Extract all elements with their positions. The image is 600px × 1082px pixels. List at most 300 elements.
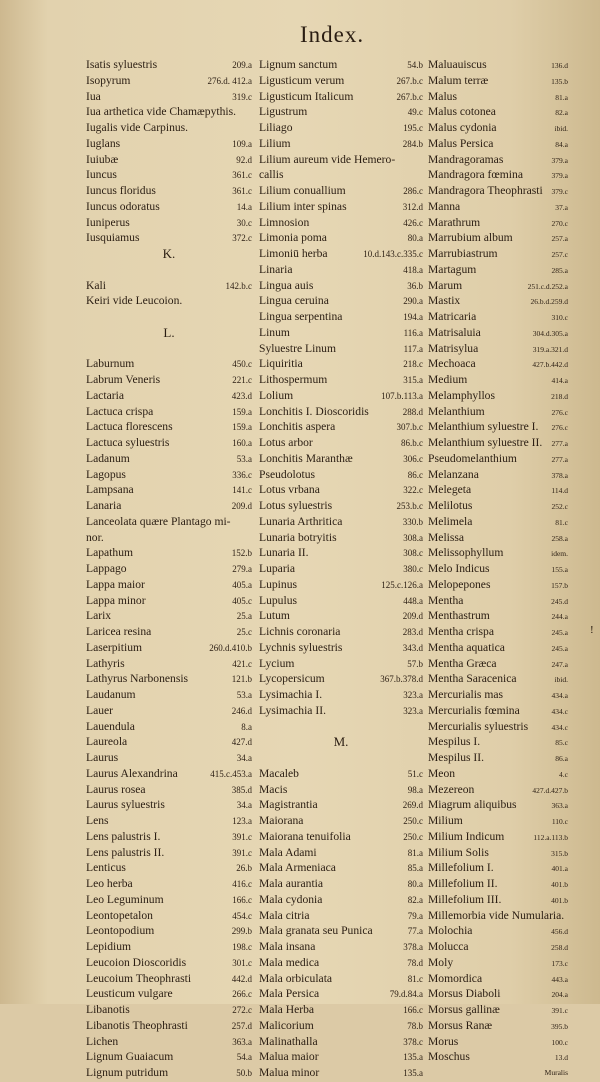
index-entry xyxy=(86,435,252,451)
entry-name: Lupinus xyxy=(259,577,298,591)
entry-reference: 152.b xyxy=(231,548,252,559)
entry-name: Ladanum xyxy=(86,451,130,465)
entry-reference: 117.a xyxy=(403,343,423,354)
entry-name: Lactuca crispa xyxy=(86,404,154,418)
index-entry xyxy=(428,939,568,955)
entry-reference: 405.a xyxy=(232,579,252,590)
entry-reference: 51.c xyxy=(407,768,423,779)
entry-reference: 121.b xyxy=(231,674,252,685)
entry-name: Malicorium xyxy=(259,1018,314,1032)
entry-name: Lysimachia I. xyxy=(259,688,323,701)
entry-reference: 34.a xyxy=(236,800,252,811)
index-entry xyxy=(428,813,568,829)
entry-reference: 218.d xyxy=(551,391,568,401)
index-entry xyxy=(428,89,568,105)
entry-name: Malua maior xyxy=(259,1050,319,1064)
entry-reference: 315.a xyxy=(403,375,423,385)
entry-reference: 136.d xyxy=(551,61,568,70)
entry-reference: 155.a xyxy=(551,565,568,574)
index-entry xyxy=(259,498,423,514)
index-entry xyxy=(428,656,568,672)
index-entry xyxy=(428,246,568,262)
entry-reference: 434.c xyxy=(551,706,568,716)
index-entry xyxy=(428,467,568,483)
entry-reference: 304.d.305.a xyxy=(532,328,568,338)
index-entry xyxy=(259,1049,423,1065)
entry-reference: 141.c xyxy=(232,485,252,496)
index-entry xyxy=(428,876,568,892)
index-entry xyxy=(86,876,252,892)
index-entry xyxy=(86,215,252,231)
margin-mark: ! xyxy=(590,624,594,636)
entry-name: Mala Persica xyxy=(259,987,320,1001)
index-entry xyxy=(259,89,423,105)
index-entry xyxy=(428,593,568,609)
index-entry xyxy=(86,829,252,845)
entry-reference: 26.b xyxy=(236,863,252,874)
entry-reference: 323.a xyxy=(403,690,423,700)
entry-name: Medium xyxy=(428,373,468,386)
entry-reference: 306.c xyxy=(403,453,423,464)
index-entry xyxy=(86,561,252,577)
entry-reference: 343.d xyxy=(402,642,423,653)
index-entry xyxy=(428,1049,568,1065)
entry-reference: 81.a xyxy=(407,847,423,858)
entry-reference: 252.c xyxy=(551,502,568,511)
entry-reference: 319.c xyxy=(232,91,252,102)
entry-name: Laurus rosea xyxy=(86,782,146,796)
entry-name: Laurus syluestris xyxy=(86,798,165,812)
entry-reference: Muralis xyxy=(544,1068,568,1077)
entry-name: Lunaria Arthritica xyxy=(259,514,343,528)
entry-name: Lingua auis xyxy=(259,278,314,292)
index-entry xyxy=(259,246,423,262)
entry-name: Isatis syluestris xyxy=(86,58,158,71)
index-entry xyxy=(259,923,423,939)
entry-name: Moschus xyxy=(428,1050,470,1064)
entry-name: Mandragoramas xyxy=(428,152,504,166)
entry-name: Leucoium Theophrasti xyxy=(86,971,192,985)
entry-reference: 257.d xyxy=(231,1020,252,1031)
entry-reference: 415.c.453.a xyxy=(210,768,252,779)
entry-name: Mezereon xyxy=(428,782,475,796)
entry-name: Larix xyxy=(86,609,112,623)
index-entry xyxy=(259,1002,423,1018)
index-entry xyxy=(428,1018,568,1034)
index-entry xyxy=(428,325,568,341)
entry-reference: 276.c xyxy=(551,423,568,433)
entry-reference: 107.b.113.a xyxy=(381,390,423,401)
entry-name: Mala citria xyxy=(259,908,310,922)
index-entry xyxy=(86,640,252,656)
entry-name: M. xyxy=(333,734,349,750)
entry-name: Malus cotonea xyxy=(428,105,496,119)
index-entry xyxy=(259,419,423,435)
entry-name: Leontopetalon xyxy=(86,908,153,922)
entry-reference: 272.c xyxy=(232,1005,252,1015)
index-entry xyxy=(428,57,568,73)
index-entry xyxy=(428,955,568,971)
index-entry xyxy=(86,766,252,782)
entry-name: Lichnis coronaria xyxy=(259,625,341,638)
entry-name: Matrisaluia xyxy=(428,325,481,339)
entry-reference: 391.c xyxy=(232,847,252,858)
entry-name: Laudanum xyxy=(86,688,136,701)
index-entry xyxy=(259,278,423,294)
entry-reference: 379.a xyxy=(551,171,568,181)
index-entry xyxy=(259,435,423,451)
entry-reference: 80.a xyxy=(407,233,423,244)
entry-name: Lonchitis aspera xyxy=(259,420,336,434)
index-entry xyxy=(259,57,423,73)
index-entry xyxy=(428,215,568,231)
entry-name: Iuiubæ xyxy=(86,152,119,166)
index-entry xyxy=(428,120,568,136)
entry-name: Lilium xyxy=(259,136,291,150)
entry-reference: 26.b.d.259.d xyxy=(530,297,568,307)
index-entry xyxy=(259,482,423,498)
index-entry xyxy=(428,971,568,987)
entry-reference: 173.c xyxy=(551,958,568,968)
index-entry xyxy=(259,577,423,593)
entry-name: Lonchitis I. Dioscoridis xyxy=(259,404,369,418)
index-entry xyxy=(259,656,423,672)
entry-name: L. xyxy=(163,324,175,340)
entry-reference: 257.a xyxy=(551,234,568,244)
entry-reference: 454.c xyxy=(232,910,252,921)
entry-name: Pseudolotus xyxy=(259,467,316,481)
entry-reference: 378.a xyxy=(403,942,423,952)
index-entry xyxy=(86,372,252,388)
entry-name: Mala orbiculata xyxy=(259,971,333,985)
entry-name: Lapathum xyxy=(86,546,134,560)
entry-name: Mechoaca xyxy=(428,357,476,371)
index-entry xyxy=(86,703,252,719)
entry-reference: 363.a xyxy=(551,801,568,811)
index-entry xyxy=(428,545,568,561)
entry-reference: 258.a xyxy=(551,533,568,543)
index-entry xyxy=(86,1049,252,1065)
entry-name: Mandragora fœmina xyxy=(428,168,523,182)
index-entry xyxy=(259,860,423,876)
entry-reference: 322.c xyxy=(403,485,423,496)
entry-name: Lilium aureum vide Hemero- xyxy=(259,152,396,166)
index-entry xyxy=(259,199,423,215)
entry-name: Iuniperus xyxy=(86,215,130,229)
entry-name: Lutum xyxy=(259,609,290,623)
entry-name: Lactuca syluestris xyxy=(86,436,170,449)
entry-name: Leontopodium xyxy=(86,924,155,938)
index-entry xyxy=(86,671,252,687)
entry-reference: 443.a xyxy=(551,974,568,984)
entry-name: Maiorana xyxy=(259,814,304,827)
entry-name: Melamphyllos xyxy=(428,388,495,402)
index-entry xyxy=(259,467,423,483)
index-entry xyxy=(259,703,423,719)
index-entry xyxy=(86,514,252,530)
entry-reference: 277.a xyxy=(551,454,568,464)
index-entry xyxy=(259,939,423,955)
entry-name: Melanzana xyxy=(428,467,479,481)
entry-reference: 245.a xyxy=(551,643,568,653)
index-entry xyxy=(259,829,423,845)
entry-name: Lappa minor xyxy=(86,593,146,607)
entry-name: Lampsana xyxy=(86,483,134,497)
entry-reference: 286.c xyxy=(403,186,423,196)
entry-reference: 135.b xyxy=(551,76,568,86)
entry-name: Lactuca florescens xyxy=(86,420,173,434)
entry-reference: 10.d.143.c.335.c xyxy=(363,249,423,259)
index-entry xyxy=(86,451,252,467)
index-entry xyxy=(428,860,568,876)
index-entry xyxy=(86,419,252,435)
entry-name: Mercurialis fœmina xyxy=(428,703,520,717)
entry-reference: 79.d.84.a xyxy=(389,989,423,1000)
entry-name: Mentha crispa xyxy=(428,625,494,638)
entry-reference: 92.d xyxy=(236,154,252,165)
index-entry xyxy=(259,813,423,829)
index-entry xyxy=(259,892,423,908)
entry-name: Liliago xyxy=(259,121,293,134)
entry-name: Millefolium II. xyxy=(428,877,498,890)
entry-name: Limoniū herba xyxy=(259,247,328,260)
index-entry xyxy=(428,388,568,404)
entry-name: Laserpitium xyxy=(86,640,143,654)
index-entry xyxy=(428,734,568,750)
index-entry xyxy=(428,278,568,294)
entry-name: Ligusticum Italicum xyxy=(259,89,354,103)
entry-reference: 25.c xyxy=(236,627,252,637)
index-entry xyxy=(428,152,568,168)
entry-reference: 315.b xyxy=(551,848,568,858)
entry-name: Malua minor xyxy=(259,1066,320,1079)
entry-reference: 395.b xyxy=(551,1021,568,1031)
index-entry xyxy=(259,341,423,357)
index-entry xyxy=(86,183,252,199)
entry-name: Lignum sanctum xyxy=(259,58,338,71)
entry-name: Ligustrum xyxy=(259,105,308,119)
entry-name: Isopyrum xyxy=(86,73,131,87)
entry-reference: 116.a xyxy=(403,327,423,338)
index-entry xyxy=(86,593,252,609)
index-entry xyxy=(86,199,252,215)
index-entry xyxy=(259,986,423,1002)
index-entry xyxy=(428,419,568,435)
entry-name: Leusticum vulgare xyxy=(86,987,173,1001)
entry-name: Morus xyxy=(428,1034,459,1048)
entry-name: callis xyxy=(259,168,284,182)
index-entry xyxy=(86,545,252,561)
index-entry xyxy=(86,167,252,183)
index-entry xyxy=(428,341,568,357)
entry-reference: 250.c xyxy=(403,831,423,842)
index-entry xyxy=(428,372,568,388)
index-entry xyxy=(259,1065,423,1081)
index-entry xyxy=(259,750,423,766)
index-entry xyxy=(428,908,568,924)
index-entry xyxy=(259,1034,423,1050)
entry-name: Mala aurantia xyxy=(259,877,324,890)
index-entry xyxy=(86,262,252,278)
entry-name: Ligusticum verum xyxy=(259,73,345,87)
entry-reference: 79.a xyxy=(407,910,423,921)
entry-reference: 361.c xyxy=(232,186,252,196)
index-entry xyxy=(86,404,252,420)
entry-reference: 323.a xyxy=(403,705,423,716)
entry-name: Lotus arbor xyxy=(259,436,313,449)
index-entry xyxy=(86,971,252,987)
entry-reference: 330.b xyxy=(402,516,423,527)
entry-name: Macis xyxy=(259,782,288,796)
index-entry xyxy=(259,671,423,687)
entry-name: nor. xyxy=(86,530,104,544)
index-entry xyxy=(428,435,568,451)
index-entry xyxy=(428,183,568,199)
index-entry xyxy=(428,892,568,908)
entry-name: Lilium inter spinas xyxy=(259,199,347,213)
entry-reference: 258.d xyxy=(551,943,568,952)
entry-reference: 86.a xyxy=(555,754,568,763)
index-entry xyxy=(259,73,423,89)
index-entry xyxy=(259,640,423,656)
index-entry xyxy=(259,309,423,325)
entry-reference: 14.a xyxy=(236,201,252,212)
entry-name: Lunaria botryitis xyxy=(259,530,337,544)
entry-reference: 276.c xyxy=(551,407,568,417)
index-entry xyxy=(428,1002,568,1018)
entry-name: Moly xyxy=(428,955,454,969)
entry-reference: 423.d xyxy=(231,390,252,401)
index-entry xyxy=(86,813,252,829)
entry-name: Libanotis Theophrasti xyxy=(86,1018,188,1032)
entry-name: Molochia xyxy=(428,924,473,938)
index-entry xyxy=(86,845,252,861)
index-entry xyxy=(428,561,568,577)
entry-name: Marathrum xyxy=(428,215,481,229)
entry-name: Lysimachia II. xyxy=(259,703,326,717)
index-entry xyxy=(428,230,568,246)
index-entry xyxy=(86,577,252,593)
entry-name: Lycopersicum xyxy=(259,672,325,686)
entry-name: Lens xyxy=(86,814,109,827)
entry-reference: 84.a xyxy=(555,139,568,149)
entry-reference: 385.d xyxy=(231,784,252,795)
entry-reference: 372.c xyxy=(232,233,252,244)
entry-reference: 135.a xyxy=(403,1068,423,1078)
entry-reference: 49.c xyxy=(407,107,423,118)
entry-reference: 456.d xyxy=(551,927,568,937)
entry-name: Melissa xyxy=(428,530,465,544)
entry-reference: 416.c xyxy=(232,879,252,889)
index-entry xyxy=(86,892,252,908)
entry-reference: 109.a xyxy=(232,138,252,149)
index-entry xyxy=(428,356,568,372)
entry-name: Lens palustris I. xyxy=(86,829,161,843)
entry-name: Leo herba xyxy=(86,877,133,890)
index-entry xyxy=(428,782,568,798)
entry-reference: 57.b xyxy=(407,658,423,669)
index-entry xyxy=(86,797,252,813)
entry-reference: 198.c xyxy=(232,942,252,952)
entry-name: Millefolium III. xyxy=(428,892,502,906)
entry-name: Meon xyxy=(428,766,456,780)
index-entry xyxy=(428,719,568,735)
index-entry xyxy=(86,923,252,939)
entry-reference: 159.a xyxy=(232,422,252,433)
index-entry xyxy=(86,860,252,876)
index-entry xyxy=(259,530,423,546)
index-entry xyxy=(428,577,568,593)
entry-reference: 204.a xyxy=(551,990,568,1000)
entry-name: Lignum putridum xyxy=(86,1066,169,1079)
index-entry xyxy=(259,104,423,120)
index-entry xyxy=(259,1018,423,1034)
index-entry xyxy=(259,545,423,561)
entry-name: Molucca xyxy=(428,940,469,953)
entry-name: Lycium xyxy=(259,656,295,670)
entry-reference: idem. xyxy=(551,549,568,559)
index-entry xyxy=(259,372,423,388)
entry-name: Lenticus xyxy=(86,861,126,875)
entry-name: Lathyrus Narbonensis xyxy=(86,672,189,686)
index-entry xyxy=(259,719,423,735)
entry-reference: 34.a xyxy=(236,753,252,763)
entry-reference: 135.a xyxy=(403,1052,423,1063)
index-entry xyxy=(86,1018,252,1034)
entry-reference: 290.a xyxy=(403,296,423,307)
entry-name: Limnosion xyxy=(259,215,310,229)
entry-name: Laricea resina xyxy=(86,625,152,638)
entry-reference: 269.d xyxy=(402,800,423,811)
index-entry xyxy=(259,514,423,530)
entry-reference: 78.b xyxy=(407,1020,423,1031)
index-entry xyxy=(86,608,252,624)
entry-name: Lactaria xyxy=(86,388,124,402)
entry-name: Mespilus II. xyxy=(428,751,485,764)
entry-reference: ibid. xyxy=(554,675,568,685)
index-entry xyxy=(86,152,252,168)
index-entry xyxy=(86,293,252,309)
entry-name: Lychnis syluestris xyxy=(259,640,343,654)
index-entry xyxy=(428,167,568,183)
entry-name: Mala medica xyxy=(259,955,320,969)
index-entry xyxy=(428,624,568,640)
entry-name: Iuncus xyxy=(86,168,117,182)
entry-name: Lathyris xyxy=(86,656,125,670)
entry-name: Magistrantia xyxy=(259,798,318,812)
entry-reference: 85.a xyxy=(407,863,423,874)
entry-reference: 379.a xyxy=(551,155,568,165)
index-entry xyxy=(86,136,252,152)
entry-reference: 380.c xyxy=(403,564,423,574)
entry-name: Mala Herba xyxy=(259,1003,315,1016)
entry-name: Melanthium syluestre II. xyxy=(428,436,543,449)
entry-reference: 85.c xyxy=(555,738,568,748)
entry-reference: 195.c xyxy=(403,123,423,133)
index-entry xyxy=(259,845,423,861)
entry-name: Millemorbia vide Numularia. xyxy=(428,908,565,922)
index-entry xyxy=(259,136,423,152)
entry-name: Lappago xyxy=(86,562,127,575)
entry-reference: 157.b xyxy=(551,580,568,590)
entry-name: Manna xyxy=(428,199,461,213)
index-entry xyxy=(428,829,568,845)
index-entry xyxy=(86,467,252,483)
entry-reference: 427.d.427.b xyxy=(532,785,568,795)
entry-reference: 401.b xyxy=(551,880,568,889)
entry-name: Melanthium syluestre I. xyxy=(428,420,539,434)
index-entry xyxy=(428,498,568,514)
